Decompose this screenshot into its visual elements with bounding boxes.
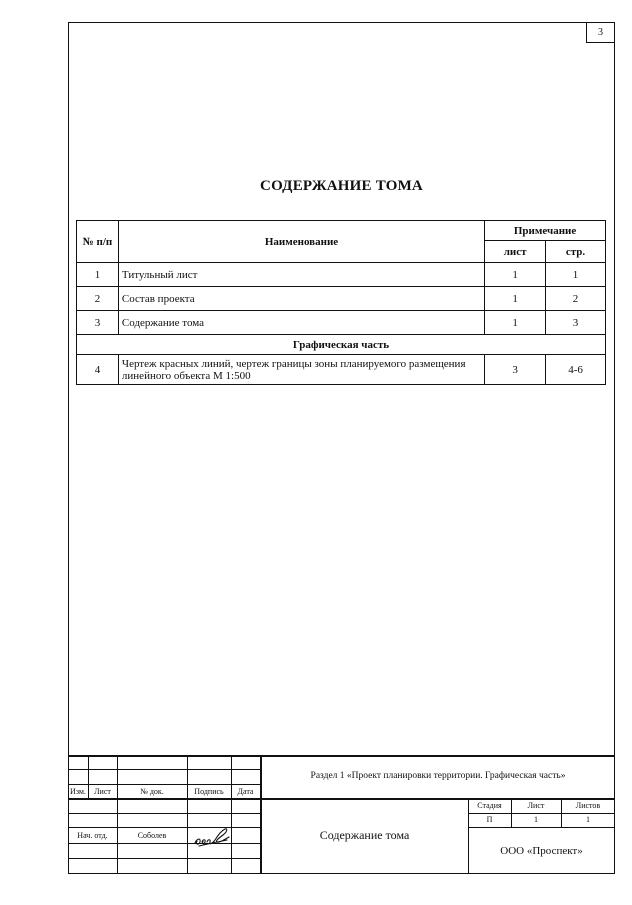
table-row [77, 311, 606, 335]
title-block-stamp [68, 755, 615, 874]
row-num: 1 [77, 263, 119, 287]
section-heading: Графическая часть [77, 335, 606, 355]
signature-icon [191, 825, 233, 851]
row-page: 2 [546, 287, 606, 311]
page-number: 3 [586, 22, 615, 43]
stamp-person: Соболев [137, 831, 167, 840]
row-name: Содержание тома [118, 311, 484, 335]
stamp-list-label-right: Лист [527, 801, 545, 810]
header-name: Наименование [118, 221, 484, 263]
row-name: Чертеж красных линий, чертеж границы зоны планируемого размещения линейного объекта М 1:500 [118, 355, 484, 385]
stamp-company: ООО «Проспект» [500, 845, 583, 857]
stamp-podpis-label: Подпись [194, 787, 224, 796]
row-sheet: 1 [485, 311, 546, 335]
table-row [77, 287, 606, 311]
row-num: 2 [77, 287, 119, 311]
stamp-stadia-value: П [486, 815, 493, 824]
stamp-listov-label: Листов [575, 801, 601, 810]
row-name: Титульный лист [118, 263, 484, 287]
row-sheet: 1 [485, 263, 546, 287]
stamp-list-label: Лист [94, 787, 111, 796]
stamp-stadia-label: Стадия [477, 801, 502, 810]
row-page: 1 [546, 263, 606, 287]
row-sheet: 3 [485, 355, 546, 385]
table-row [77, 263, 606, 287]
row-sheet: 1 [485, 287, 546, 311]
header-page: стр. [546, 241, 606, 263]
stamp-list-value: 1 [534, 815, 538, 824]
header-note: Примечание [485, 221, 606, 241]
stamp-izm-label: Изм. [70, 787, 86, 796]
row-num: 3 [77, 311, 119, 335]
stamp-listov-value: 1 [586, 815, 590, 824]
stamp-doc-name: Содержание тома [319, 828, 410, 842]
header-num: № п/п [77, 221, 119, 263]
table-row [77, 355, 606, 385]
sheet-frame [68, 22, 615, 874]
contents-table [76, 220, 606, 385]
stamp-role: Нач. отд. [77, 831, 108, 840]
stamp-section-title: Раздел 1 «Проект планировки территории. Графическая часть» [310, 771, 566, 781]
stamp-date-label: Дата [237, 787, 254, 796]
header-sheet: лист [485, 241, 546, 263]
row-page: 4-6 [546, 355, 606, 385]
row-page: 3 [546, 311, 606, 335]
row-num: 4 [77, 355, 119, 385]
page-title: СОДЕРЖАНИЕ ТОМА [260, 178, 423, 194]
stamp-ndok-label: № док. [140, 787, 164, 796]
row-name: Состав проекта [118, 287, 484, 311]
